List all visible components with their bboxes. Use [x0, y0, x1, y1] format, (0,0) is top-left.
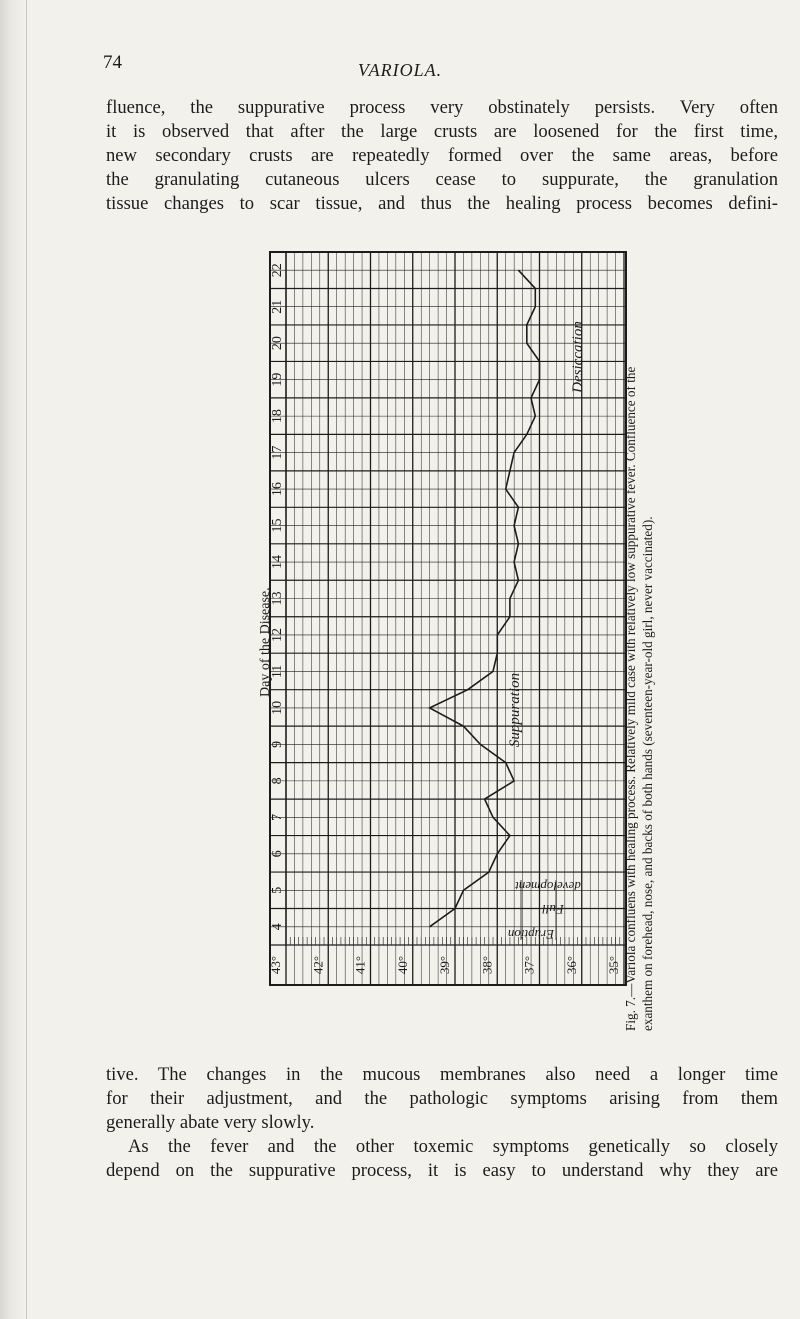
text-line: the granulating cutaneous ulcers cease to suppurate, the granulation: [106, 169, 778, 190]
annotation-suppuration: Suppuration: [507, 672, 523, 748]
day-tick-label: 13: [270, 591, 285, 606]
day-tick-label: 19: [270, 372, 285, 387]
day-tick-label: 7: [270, 813, 285, 821]
temperature-tick-label: 37°: [521, 955, 537, 975]
day-tick-label: 17: [270, 445, 285, 460]
day-tick-label: 18: [270, 409, 285, 424]
day-tick-label: 21: [270, 299, 285, 314]
text-line: it is observed that after the large crusts are loosened for the first time,: [106, 121, 778, 142]
day-tick-label: 4: [270, 923, 285, 931]
text-line: tive. The changes in the mucous membranes also need a longer time: [106, 1064, 778, 1085]
day-tick-label: 6: [270, 850, 285, 858]
annotation-eruption: Eruption: [507, 927, 555, 942]
page-number: 74: [103, 52, 122, 73]
day-tick-label: 11: [270, 664, 285, 679]
annotation-full: Full: [542, 902, 564, 917]
text-line: new secondary crusts are repeatedly formed over the same areas, before: [106, 145, 778, 166]
text-line: fluence, the suppurative process very obstinately persists. Very often: [106, 97, 778, 118]
day-tick-label: 9: [270, 740, 285, 748]
temperature-tick-label: 43°: [268, 955, 283, 975]
temperature-tick-label: 35°: [606, 955, 621, 975]
temperature-tick-label: 40°: [394, 955, 410, 975]
day-tick-label: 15: [270, 518, 285, 533]
text-line: depend on the suppurative process, it is easy to understand why they are: [106, 1160, 778, 1181]
temperature-tick-label: 41°: [352, 955, 368, 975]
caption-line-1: Fig. 7.—Variola confluens with healing process. Relatively mild case with relatively low suppurative fever. Confluence of the: [623, 366, 638, 1031]
chart-annotations: [507, 321, 586, 942]
temperature-tick-label: 42°: [310, 955, 326, 975]
text-line: tissue changes to scar tissue, and thus the healing process becomes defini-: [106, 193, 778, 214]
day-axis-label: Day of the Disease.: [258, 587, 273, 697]
day-tick-label: 22: [270, 263, 285, 278]
text-line: As the fever and the other toxemic symptoms genetically so closely: [128, 1136, 778, 1157]
day-tick-label: 10: [270, 700, 285, 715]
day-tick-label: 8: [270, 777, 285, 785]
annotation-desiccation: Desiccation: [570, 321, 586, 393]
day-tick-label: 16: [270, 482, 285, 497]
caption-line-2: exanthem on forehead, nose, and backs of both hands (seventeen-year-old girl, never vaccinated).: [640, 516, 655, 1031]
temperature-tick-label: 38°: [479, 955, 495, 975]
day-tick-label: 20: [270, 336, 285, 351]
temperature-tick-label: 36°: [563, 955, 579, 975]
day-tick-label: 12: [270, 627, 285, 642]
running-head: VARIOLA.: [357, 60, 443, 80]
paragraph-bottom: [106, 1063, 778, 1183]
chart-ticks: [268, 263, 621, 974]
day-tick-label: 5: [270, 886, 285, 894]
text-line: for their adjustment, and the pathologic symptoms arising from them: [106, 1088, 778, 1109]
figure-caption: [622, 367, 656, 1031]
annotation-development: development: [515, 879, 581, 894]
text-line: generally abate very slowly.: [106, 1112, 315, 1133]
temperature-tick-label: 39°: [437, 955, 452, 975]
day-tick-label: 14: [270, 555, 285, 570]
